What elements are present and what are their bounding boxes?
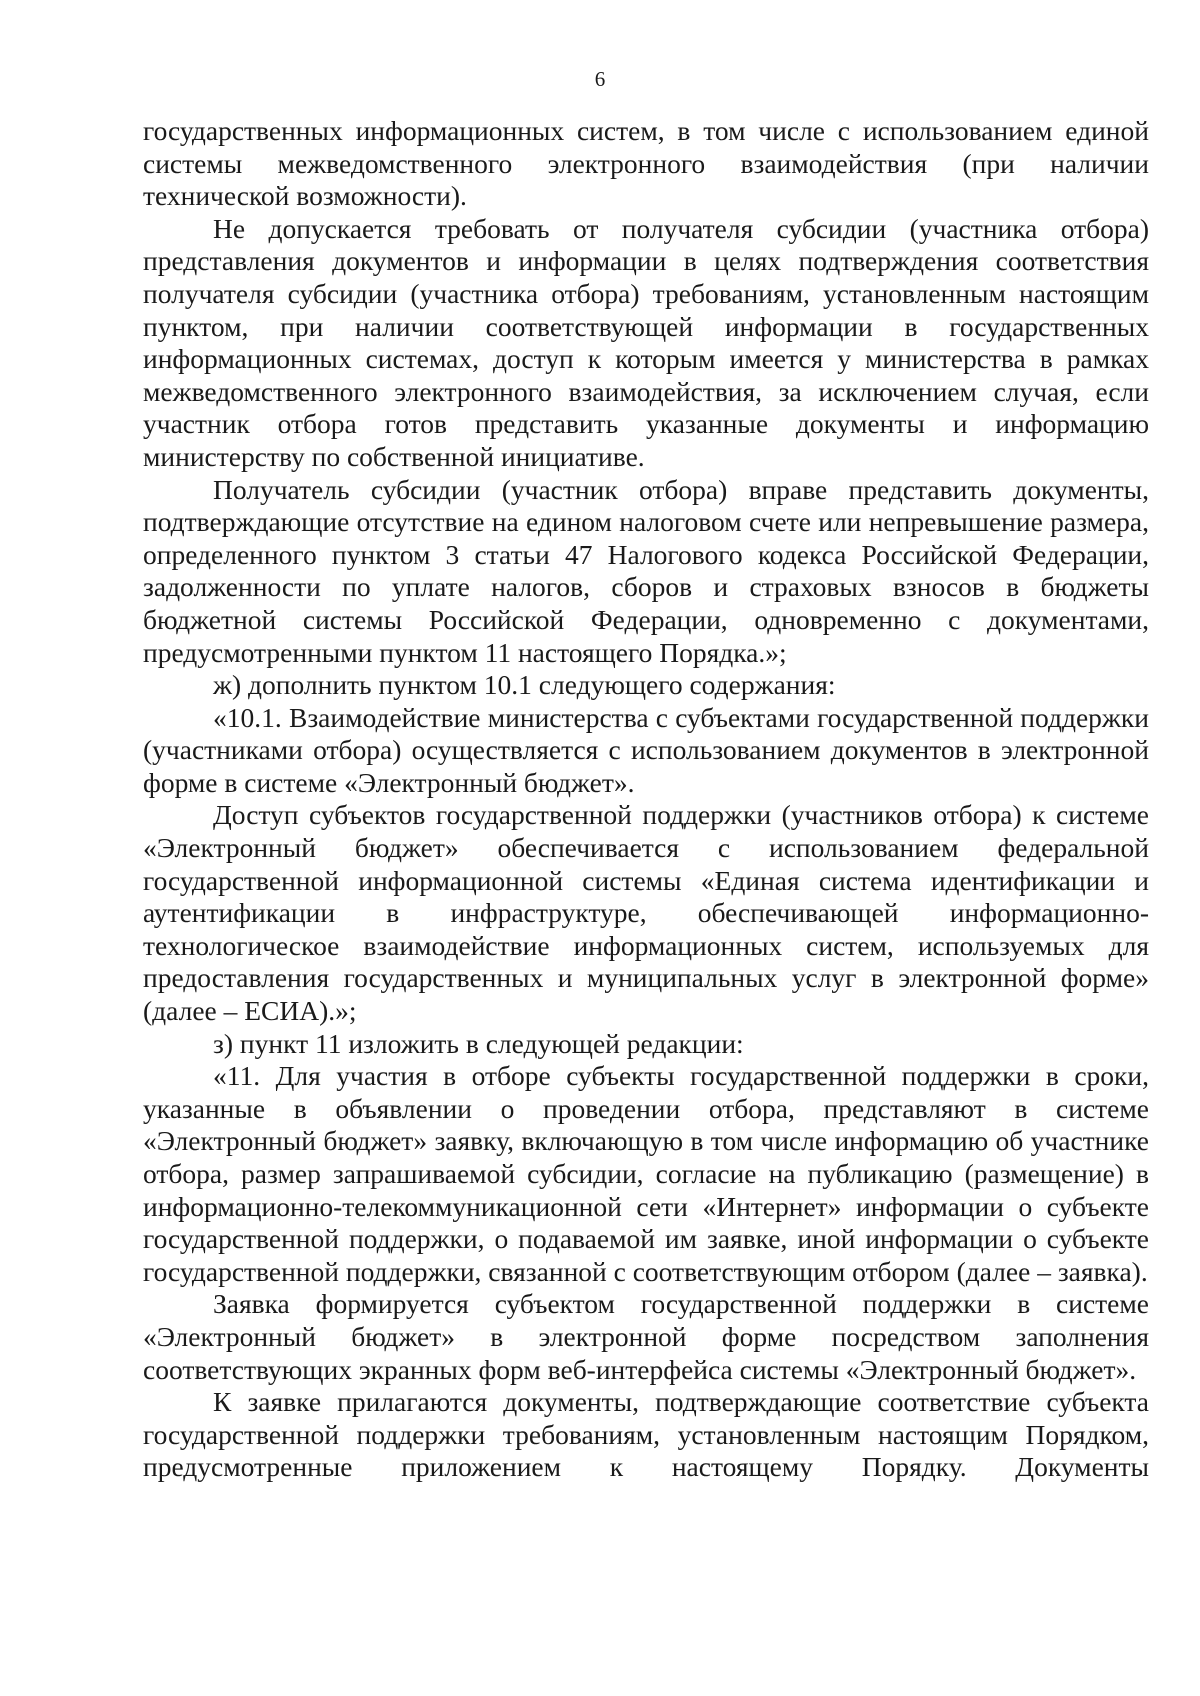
paragraph-clause-11: «11. Для участия в отборе субъекты государственной поддержки в сроки, указанные в объявлении о проведении отбора, представляют в системе «Электронный бюджет» заявку, включающую в том числе информацию об участнике отбора, размер запрашиваемой субсидии, согласие на публикацию (размещение) в информационно-телекоммуникационной сети «Интернет» информации о субъекте государственной поддержки, о подаваемой им заявке, иной информации о субъекте государственной поддержки, связанной с соответствующим отбором (далее – заявка). [143, 1060, 1149, 1287]
paragraph-amendment-zh: ж) дополнить пунктом 10.1 следующего содержания: [213, 669, 836, 701]
paragraph-application-form: Заявка формируется субъектом государственной поддержки в системе «Электронный бюджет» в электронной форме посредством заполнения соответствующих экранных форм веб-интерфейса системы «Электронный бюджет». [143, 1288, 1149, 1385]
paragraph-no-requirement: Не допускается требовать от получателя субсидии (участника отбора) представления документов и информации в целях подтверждения соответствия получателя субсидии (участника отбора) требованиям, установленным настоящим пунктом, при наличии соответствующей информации в государственных информационных системах, доступ к которым имеется у министерства в рамках межведомственного электронного взаимодействия, за исключением случая, если участник отбора готов представить указанные документы и информацию министерству по собственной инициативе. [143, 212, 1149, 472]
paragraph-amendment-z: з) пункт 11 изложить в следующей редакции: [213, 1027, 744, 1059]
paragraph-continuation: государственных информационных систем, в том числе с использованием единой системы межведомственного электронного взаимодействия (при наличии технической возможности). [143, 115, 1149, 212]
document-body [143, 115, 1149, 1484]
paragraph-clause-10-1: «10.1. Взаимодействие министерства с субъектами государственной поддержки (участниками отбора) осуществляется с использованием документов в электронной форме в системе «Электронный бюджет». [143, 701, 1149, 798]
paragraph-attachments: К заявке прилагаются документы, подтверждающие соответствие субъекта государственной поддержки требованиям, установленным настоящим Порядком, предусмотренные приложением к настоящему Порядку. Документы [143, 1386, 1149, 1483]
paragraph-esia-access: Доступ субъектов государственной поддержки (участников отбора) к системе «Электронный бюджет» обеспечивается с использованием федеральной государственной информационной системы «Единая система идентификации и аутентификации в инфраструктуре, обеспечивающей информационно-технологическое взаимодействие информационных систем, используемых для предоставления государственных и муниципальных услуг в электронной форме» (далее – ЕСИА).»; [143, 799, 1149, 1027]
paragraph-tax-documents: Получатель субсидии (участник отбора) вправе представить документы, подтверждающие отсутствие на едином налоговом счете или непревышение размера, определенного пунктом 3 статьи 47 Налогового кодекса Российской Федерации, задолженности по уплате налогов, сборов и страховых взносов в бюджеты бюджетной системы Российской Федерации, одновременно с документами, предусмотренными пунктом 11 настоящего Порядка.»; [143, 473, 1149, 668]
page-number: 6 [594, 67, 606, 91]
